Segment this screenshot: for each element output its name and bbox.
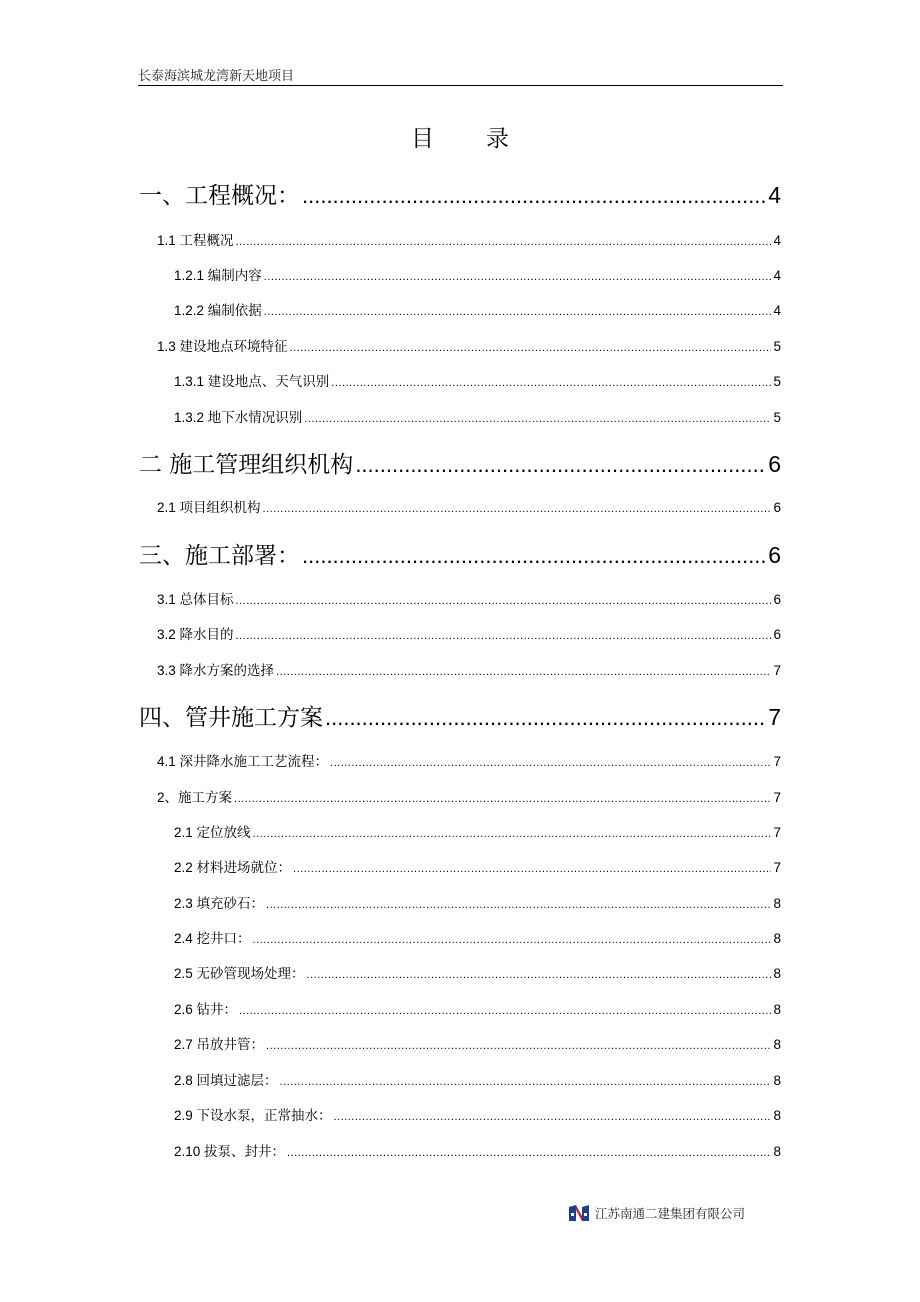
toc-entry-level3[interactable]: 2.6 钻井： ..... 8 (174, 998, 781, 1018)
toc-entry-level3[interactable]: 1.2.1 编制内容 ..... 4 (174, 264, 781, 284)
company-logo-icon (568, 1204, 590, 1222)
toc-entry-level1[interactable]: 四、管井施工方案 ..... 7 (139, 699, 781, 731)
page-footer (568, 1204, 745, 1222)
toc-entry-level3[interactable]: 2.10 拔泵、封井： ..... 8 (174, 1140, 781, 1160)
toc-entry-level3[interactable]: 1.3.1 建设地点、天气识别 ..... 5 (174, 370, 781, 390)
toc-entry-level2[interactable]: 4.1 深井降水施工工艺流程： ..... 7 (157, 750, 781, 770)
toc-entry-level3[interactable]: 1.2.2 编制依据 ..... 4 (174, 299, 781, 319)
toc-entry-level2[interactable]: 3.3 降水方案的选择 ..... 7 (157, 659, 781, 679)
toc-entry-level3[interactable]: 2.4 挖井口： ..... 8 (174, 927, 781, 947)
toc-entry-level3[interactable]: 2.3 填充砂石： ..... 8 (174, 892, 781, 912)
toc-entry-level1[interactable]: 二 施工管理组织机构 ..... 6 (139, 446, 781, 478)
toc-entry-level3[interactable]: 2.7 吊放井管： ..... 8 (174, 1033, 781, 1053)
toc-entry-level2[interactable]: 1.3 建设地点环境特征 ..... 5 (157, 335, 781, 355)
title-char-2: 录 (486, 126, 509, 152)
toc-entry-level1[interactable]: 一、工程概况： ..... 4 (139, 177, 781, 209)
toc-entry-level3[interactable]: 2.1 定位放线 ..... 7 (174, 821, 781, 841)
toc-entry-level2[interactable]: 3.2 降水目的 ..... 6 (157, 623, 781, 643)
toc-entry-level3[interactable]: 1.3.2 地下水情况识别 ..... 5 (174, 406, 781, 426)
toc-entry-level3[interactable]: 2.5 无砂管现场处理： ..... 8 (174, 962, 781, 982)
toc-entry-level3[interactable]: 2.8 回填过滤层： ..... 8 (174, 1069, 781, 1089)
toc-entry-level2[interactable]: 1.1 工程概况 ..... 4 (157, 229, 781, 249)
toc-entry-level3[interactable]: 2.2 材料进场就位： ..... 7 (174, 856, 781, 876)
title-char-1: 目 (411, 126, 434, 152)
toc-entry-level1[interactable]: 三、施工部署： ..... 6 (139, 537, 781, 569)
company-name: 江苏南通二建集团有限公司 (595, 1206, 746, 1221)
toc-entry-level3[interactable]: 2.9 下设水泵，正常抽水： ..... 8 (174, 1104, 781, 1124)
running-header: 长泰海滨城龙湾新天地项目 (138, 69, 295, 84)
toc-entry-level2[interactable]: 2.1 项目组织机构 ..... 6 (157, 496, 781, 516)
toc-entry-level2[interactable]: 3.1 总体目标 ..... 6 (157, 588, 781, 608)
toc-entry-level2[interactable]: 2、施工方案 ..... 7 (157, 786, 781, 806)
